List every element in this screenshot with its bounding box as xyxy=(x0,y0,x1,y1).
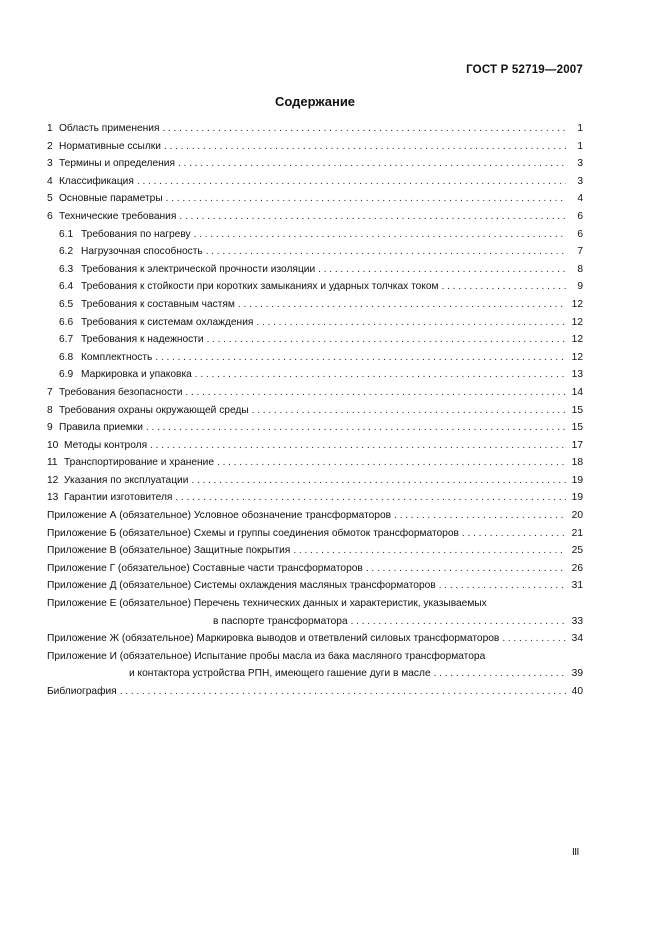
toc-entry-title: Требования безопасности xyxy=(59,386,183,398)
toc-appendix-entry-line2[interactable] xyxy=(47,665,583,683)
toc-entry-page: 34 xyxy=(571,633,583,645)
toc-entry-number: 3 xyxy=(47,158,53,170)
toc-entry-title: Требования к электрической прочности изоляции xyxy=(81,263,316,275)
toc-entry-number: 6.4 xyxy=(59,281,74,293)
toc-entry-page: 4 xyxy=(577,193,583,205)
toc-entry-number: 6.5 xyxy=(59,298,74,310)
toc-entry[interactable] xyxy=(47,138,583,156)
toc-entry-title: Требования к системам охлаждения xyxy=(81,316,254,328)
toc-entry-title: Приложение Ж (обязательное) Маркировка выводов и ответвлений силовых трансформаторов xyxy=(47,633,500,645)
toc-entry-number: 13 xyxy=(47,492,59,504)
toc-appendix-entry-line2[interactable] xyxy=(47,613,583,631)
toc-entry-number: 6.3 xyxy=(59,263,74,275)
toc-subentry[interactable] xyxy=(47,349,583,367)
toc-leader-dots xyxy=(366,560,566,578)
toc-entry-page: 13 xyxy=(571,369,583,381)
toc-entry-number: 11 xyxy=(47,457,58,469)
toc-leader-dots xyxy=(206,243,566,261)
toc-leader-dots xyxy=(185,384,566,402)
toc-entry-title: Приложение Д (обязательное) Системы охлаждения масляных трансформаторов xyxy=(47,580,436,592)
toc-entry-page: 19 xyxy=(571,492,583,504)
toc-entry-title: Приложение В (обязательное) Защитные покрытия xyxy=(47,545,291,557)
toc-leader-dots xyxy=(164,138,566,156)
toc-appendix-entry[interactable] xyxy=(47,542,583,560)
toc-subentry[interactable] xyxy=(47,261,583,279)
toc-entry-title: Приложение Б (обязательное) Схемы и группы соединения обмоток трансформаторов xyxy=(47,527,459,539)
toc-appendix-entry[interactable] xyxy=(47,560,583,578)
toc-entry-page: 7 xyxy=(577,246,583,258)
toc-entry[interactable] xyxy=(47,155,583,173)
toc-entry-title: Технические требования xyxy=(59,210,177,222)
toc-entry-number: 6.1 xyxy=(59,228,74,240)
doc-code: ГОСТ Р 52719—2007 xyxy=(466,64,583,76)
toc-leader-dots xyxy=(502,630,566,648)
toc-entry-title-continued: и контактора устройства РПН, имеющего гашение дуги в масле xyxy=(129,668,431,680)
toc-entry-title: Требования к надежности xyxy=(81,334,204,346)
toc-entry-number: 9 xyxy=(47,422,53,434)
toc-entry-number: 6.2 xyxy=(59,246,74,258)
toc-leader-dots xyxy=(217,454,566,472)
toc-entry-page: 9 xyxy=(577,281,583,293)
toc-entry-number: 6.6 xyxy=(59,316,74,328)
toc-leader-dots xyxy=(238,296,566,314)
toc-entry-page: 40 xyxy=(571,686,583,697)
toc-entry-page: 12 xyxy=(571,334,583,346)
toc-entry[interactable] xyxy=(47,489,583,507)
toc-appendix-entry-line1[interactable] xyxy=(47,595,583,613)
toc-entry[interactable] xyxy=(47,208,583,226)
toc-entry-page: 21 xyxy=(571,527,583,539)
toc-leader-dots xyxy=(179,208,566,226)
toc-entry[interactable] xyxy=(47,472,583,490)
toc-entry-title-continued: в паспорте трансформатора xyxy=(213,615,348,627)
toc-leader-dots xyxy=(166,190,566,208)
toc-subentry[interactable] xyxy=(47,296,583,314)
toc-leader-dots xyxy=(178,155,566,173)
toc-entry-page: 12 xyxy=(571,316,583,328)
toc-entry-number: 8 xyxy=(47,404,53,416)
toc-entry-number: 4 xyxy=(47,175,53,187)
toc-entry[interactable] xyxy=(47,437,583,455)
toc-leader-dots xyxy=(442,278,566,296)
toc-entry-page: 33 xyxy=(571,615,583,627)
toc-leader-dots xyxy=(462,525,566,543)
toc-entry-page: 6 xyxy=(577,210,583,222)
toc-entry-number: 1 xyxy=(47,123,53,134)
toc-entry-page: 1 xyxy=(577,123,583,134)
toc-leader-dots xyxy=(351,613,566,631)
toc-entry-title: Методы контроля xyxy=(64,439,148,451)
toc-entry-title: Требования охраны окружающей среды xyxy=(59,404,249,416)
toc-title: Содержание xyxy=(274,94,356,109)
toc-entry[interactable] xyxy=(47,173,583,191)
toc-entry-title: Термины и определения xyxy=(59,158,175,170)
toc-entry[interactable] xyxy=(47,190,583,208)
toc-leader-dots xyxy=(207,331,566,349)
toc-appendix-entry[interactable] xyxy=(47,525,583,543)
toc-entry-title: Нагрузочная способность xyxy=(81,246,203,258)
toc-leader-dots xyxy=(162,120,566,138)
toc-entry-page: 17 xyxy=(571,439,583,451)
toc-leader-dots xyxy=(175,489,566,507)
toc-appendix-entry-line1[interactable] xyxy=(47,648,583,666)
toc-leader-dots xyxy=(434,665,566,683)
toc-subentry[interactable] xyxy=(47,278,583,296)
toc-entry-title: Требования к стойкости при коротких замыканиях и ударных толчках током xyxy=(81,281,439,293)
toc-entry-page: 26 xyxy=(571,562,583,574)
toc-entry-page: 19 xyxy=(571,474,583,486)
toc-entry-title: Требования по нагреву xyxy=(81,228,191,240)
toc-entry-number: 6.9 xyxy=(59,369,74,381)
toc-entry-page: 12 xyxy=(571,298,583,310)
toc-entry-number: 7 xyxy=(47,386,53,398)
toc-entry-title: Правила приемки xyxy=(59,422,143,434)
toc-entry-page: 15 xyxy=(571,422,583,434)
toc-leader-dots xyxy=(256,314,566,332)
toc-leader-dots xyxy=(394,507,566,525)
toc-entry-page: 3 xyxy=(577,158,583,170)
toc-entry-title: Приложение А (обязательное) Условное обозначение трансформаторов xyxy=(47,510,392,522)
toc-subentry[interactable] xyxy=(47,314,583,332)
toc-subentry[interactable] xyxy=(47,366,583,384)
toc-leader-dots xyxy=(318,261,566,279)
toc-leader-dots xyxy=(194,226,566,244)
toc-subentry[interactable] xyxy=(47,226,583,244)
toc-entry-number: 2 xyxy=(47,140,53,152)
toc-entry-page: 6 xyxy=(577,228,583,240)
toc-leader-dots xyxy=(155,349,566,367)
toc-entry-page: 3 xyxy=(577,175,583,187)
toc-entry-title: Библиография xyxy=(47,686,117,697)
toc-leader-dots xyxy=(120,683,566,701)
toc-entry[interactable] xyxy=(47,120,583,138)
toc-appendix-entry[interactable] xyxy=(47,577,583,595)
toc-entry-number: 5 xyxy=(47,193,53,205)
toc-entry-number: 6.8 xyxy=(59,351,74,363)
toc-appendix-entry[interactable] xyxy=(47,630,583,648)
toc-subentry[interactable] xyxy=(47,243,583,261)
toc-entry[interactable] xyxy=(47,402,583,420)
toc-entry-page: 15 xyxy=(571,404,583,416)
toc-subentry[interactable] xyxy=(47,331,583,349)
toc-leader-dots xyxy=(252,402,566,420)
toc-entry-title: Указания по эксплуатации xyxy=(64,474,189,486)
toc-entry-page: 8 xyxy=(577,263,583,275)
toc-leader-dots xyxy=(146,419,566,437)
toc-entry-page: 20 xyxy=(571,510,583,522)
toc-entry[interactable] xyxy=(47,454,583,472)
page-number: III xyxy=(572,847,579,858)
toc-entry-title: Нормативные ссылки xyxy=(59,140,161,152)
toc-leader-dots xyxy=(195,366,566,384)
toc-leader-dots xyxy=(137,173,566,191)
toc-entry-title: Транспортирование и хранение xyxy=(64,457,215,469)
toc-entry-title: Приложение И (обязательное) Испытание пробы масла из бака масляного трансформатора xyxy=(47,650,486,662)
toc-entry-page: 18 xyxy=(571,457,583,469)
toc-entry[interactable] xyxy=(47,419,583,437)
toc-appendix-entry[interactable] xyxy=(47,507,583,525)
table-of-contents xyxy=(47,120,583,701)
toc-entry-page: 25 xyxy=(571,545,583,557)
toc-entry-title: Основные параметры xyxy=(59,193,163,205)
toc-entry-number: 6 xyxy=(47,210,53,222)
toc-entry-title: Маркировка и упаковка xyxy=(81,369,192,381)
toc-entry-number: 6.7 xyxy=(59,334,74,346)
toc-leader-dots xyxy=(150,437,566,455)
toc-entry-title: Требования к составным частям xyxy=(81,298,235,310)
toc-bibliography-entry[interactable] xyxy=(47,683,583,701)
toc-entry-title: Приложение Е (обязательное) Перечень технических данных и характеристик, указываемых xyxy=(47,598,487,610)
toc-entry-title: Гарантии изготовителя xyxy=(64,492,173,504)
toc-entry-number: 10 xyxy=(47,439,59,451)
toc-entry-page: 31 xyxy=(571,580,583,592)
toc-entry-page: 1 xyxy=(577,140,583,152)
toc-entry-number: 12 xyxy=(47,474,59,486)
toc-entry-title: Область применения xyxy=(59,123,160,134)
toc-entry-page: 39 xyxy=(571,668,583,680)
toc-entry-page: 14 xyxy=(571,386,583,398)
toc-entry[interactable] xyxy=(47,384,583,402)
toc-leader-dots xyxy=(191,472,566,490)
toc-entry-page: 12 xyxy=(571,351,583,363)
toc-leader-dots xyxy=(293,542,566,560)
toc-leader-dots xyxy=(439,577,566,595)
toc-entry-title: Комплектность xyxy=(81,351,153,363)
toc-entry-title: Классификация xyxy=(59,175,134,187)
toc-entry-title: Приложение Г (обязательное) Составные части трансформаторов xyxy=(47,562,363,574)
